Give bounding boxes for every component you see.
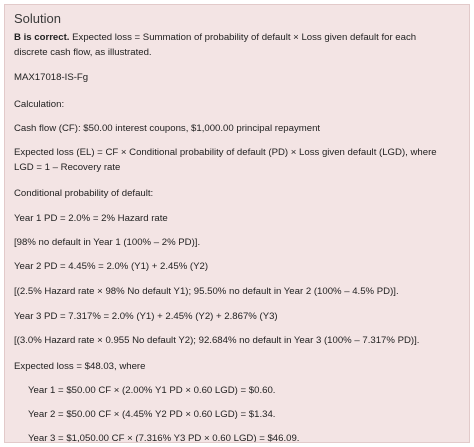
year1-note-line: [98% no default in Year 1 (100% – 2% PD)]. (14, 237, 201, 248)
correct-answer-label: B is correct. (14, 32, 70, 43)
calculation-label: Calculation: (14, 99, 65, 110)
cash-flow-line: Cash flow (CF): $50.00 interest coupons, $1,000.00 principal repayment (14, 123, 321, 134)
year3-expected-loss: Year 3 = $1,050.00 CF × (7.316% Y3 PD × 0.60 LGD) = $46.09. (28, 433, 300, 443)
year2-expected-loss: Year 2 = $50.00 CF × (4.45% Y2 PD × 0.60 LGD) = $1.34. (28, 409, 276, 420)
year1-expected-loss: Year 1 = $50.00 CF × (2.00% Y1 PD × 0.60 LGD) = $0.60. (28, 385, 276, 396)
solution-panel (4, 4, 470, 443)
expected-loss-formula: Expected loss (EL) = CF × Conditional probability of default (PD) × Loss given default (LGD), where LGD = 1 – Recovery rate (14, 147, 437, 173)
year3-pd-line: Year 3 PD = 7.317% = 2.0% (Y1) + 2.45% (Y2) + 2.867% (Y3) (14, 311, 278, 322)
year3-note-line: [(3.0% Hazard rate × 0.955 No default Y2); 92.684% no default in Year 3 (100% – 7.317% PD)]. (14, 335, 420, 346)
year2-pd-line: Year 2 PD = 4.45% = 2.0% (Y1) + 2.45% (Y2) (14, 261, 209, 272)
year1-pd-line: Year 1 PD = 2.0% = 2% Hazard rate (14, 213, 168, 224)
correct-answer-explanation: Expected loss = Summation of probability of default × Loss given default for each discrete cash flow, as illustrated. (14, 32, 417, 58)
solution-heading: Solution (14, 11, 61, 26)
correct-answer-paragraph (14, 30, 452, 60)
year2-note-line: [(2.5% Hazard rate × 98% No default Y1); 95.50% no default in Year 2 (100% – 4.5% PD)]. (14, 286, 399, 297)
figure-code: MAX17018-IS-Fg (14, 72, 89, 83)
conditional-pd-label: Conditional probability of default: (14, 188, 154, 199)
expected-loss-total: Expected loss = $48.03, where (14, 361, 146, 372)
